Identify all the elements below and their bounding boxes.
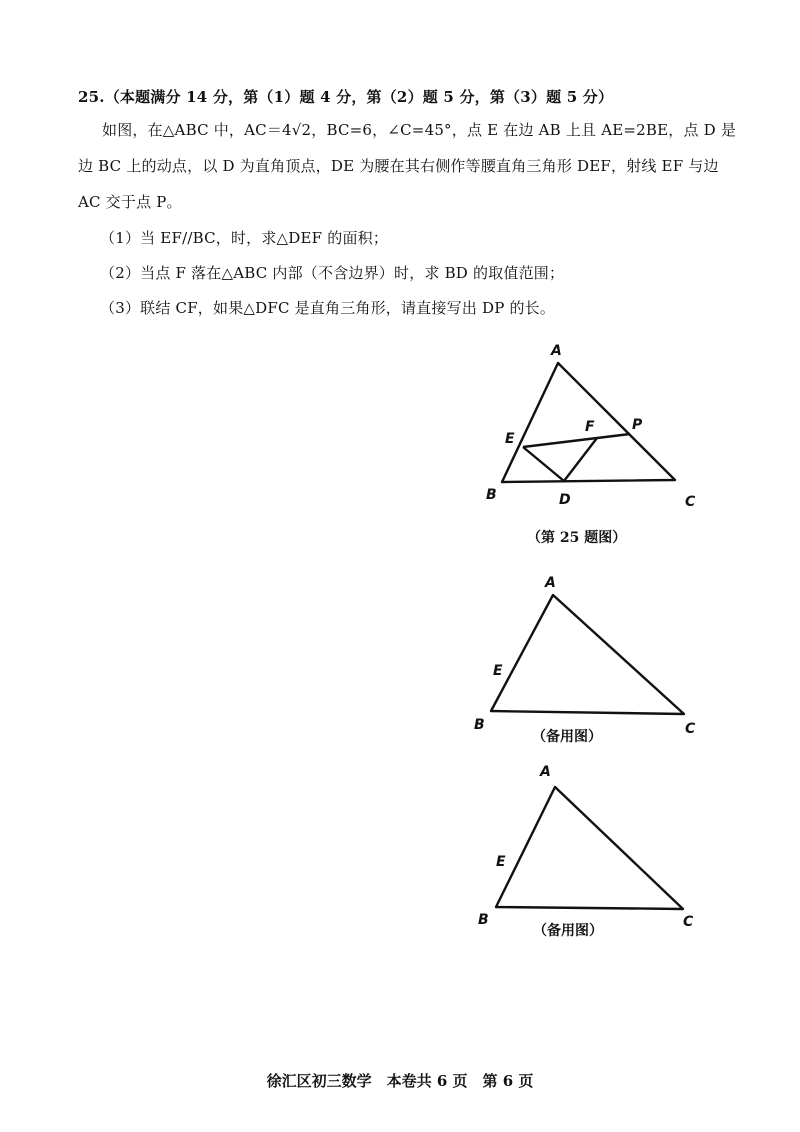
backup-figure-1-caption: （备用图） [532, 729, 602, 745]
backup-figure-2 [470, 760, 710, 930]
question-2: （2）当点 F 落在△ABC 内部（不含边界）时，求 BD 的取值范围； [100, 264, 565, 282]
segment-ep [523, 434, 630, 447]
backup-figure-1 [470, 568, 710, 738]
triangle-abc [491, 595, 684, 714]
triangle-abc [496, 787, 683, 909]
label-a: A [551, 343, 562, 359]
label-c: C [683, 914, 694, 930]
label-e: E [505, 431, 515, 447]
main-figure-caption: （第 25 题图） [527, 530, 627, 546]
main-figure [470, 335, 710, 520]
label-e: E [496, 854, 506, 870]
label-p: P [632, 417, 643, 433]
problem-header: 25.（本题满分 14 分，第（1）题 4 分，第（2）题 5 分，第（3）题 5 分） [78, 88, 614, 106]
page-footer: 徐汇区初三数学 本卷共 6 页 第 6 页 [266, 1072, 534, 1090]
label-c: C [685, 721, 696, 737]
backup-figure-2-caption: （备用图） [533, 923, 603, 939]
label-b: B [474, 717, 485, 733]
problem-stem-line1: 如图，在△ABC 中，AC＝4√2，BC=6，∠C=45°，点 E 在边 AB 上且 AE=2BE，点 D 是 [102, 121, 737, 139]
label-b: B [478, 912, 489, 928]
label-a: A [540, 764, 551, 780]
problem-stem-line2: 边 BC 上的动点，以 D 为直角顶点，DE 为腰在其右侧作等腰直角三角形 DEF，射线 EF 与边 [78, 157, 719, 175]
problem-stem-line3: AC 交于点 P。 [78, 193, 182, 211]
label-e: E [493, 663, 503, 679]
label-a: A [545, 575, 556, 591]
label-d: D [559, 492, 571, 508]
question-1: （1）当 EF//BC，时，求△DEF 的面积； [100, 229, 389, 247]
question-3: （3）联结 CF，如果△DFC 是直角三角形，请直接写出 DP 的长。 [100, 299, 556, 317]
label-c: C [685, 494, 696, 510]
label-f: F [585, 419, 595, 435]
label-b: B [486, 487, 497, 503]
